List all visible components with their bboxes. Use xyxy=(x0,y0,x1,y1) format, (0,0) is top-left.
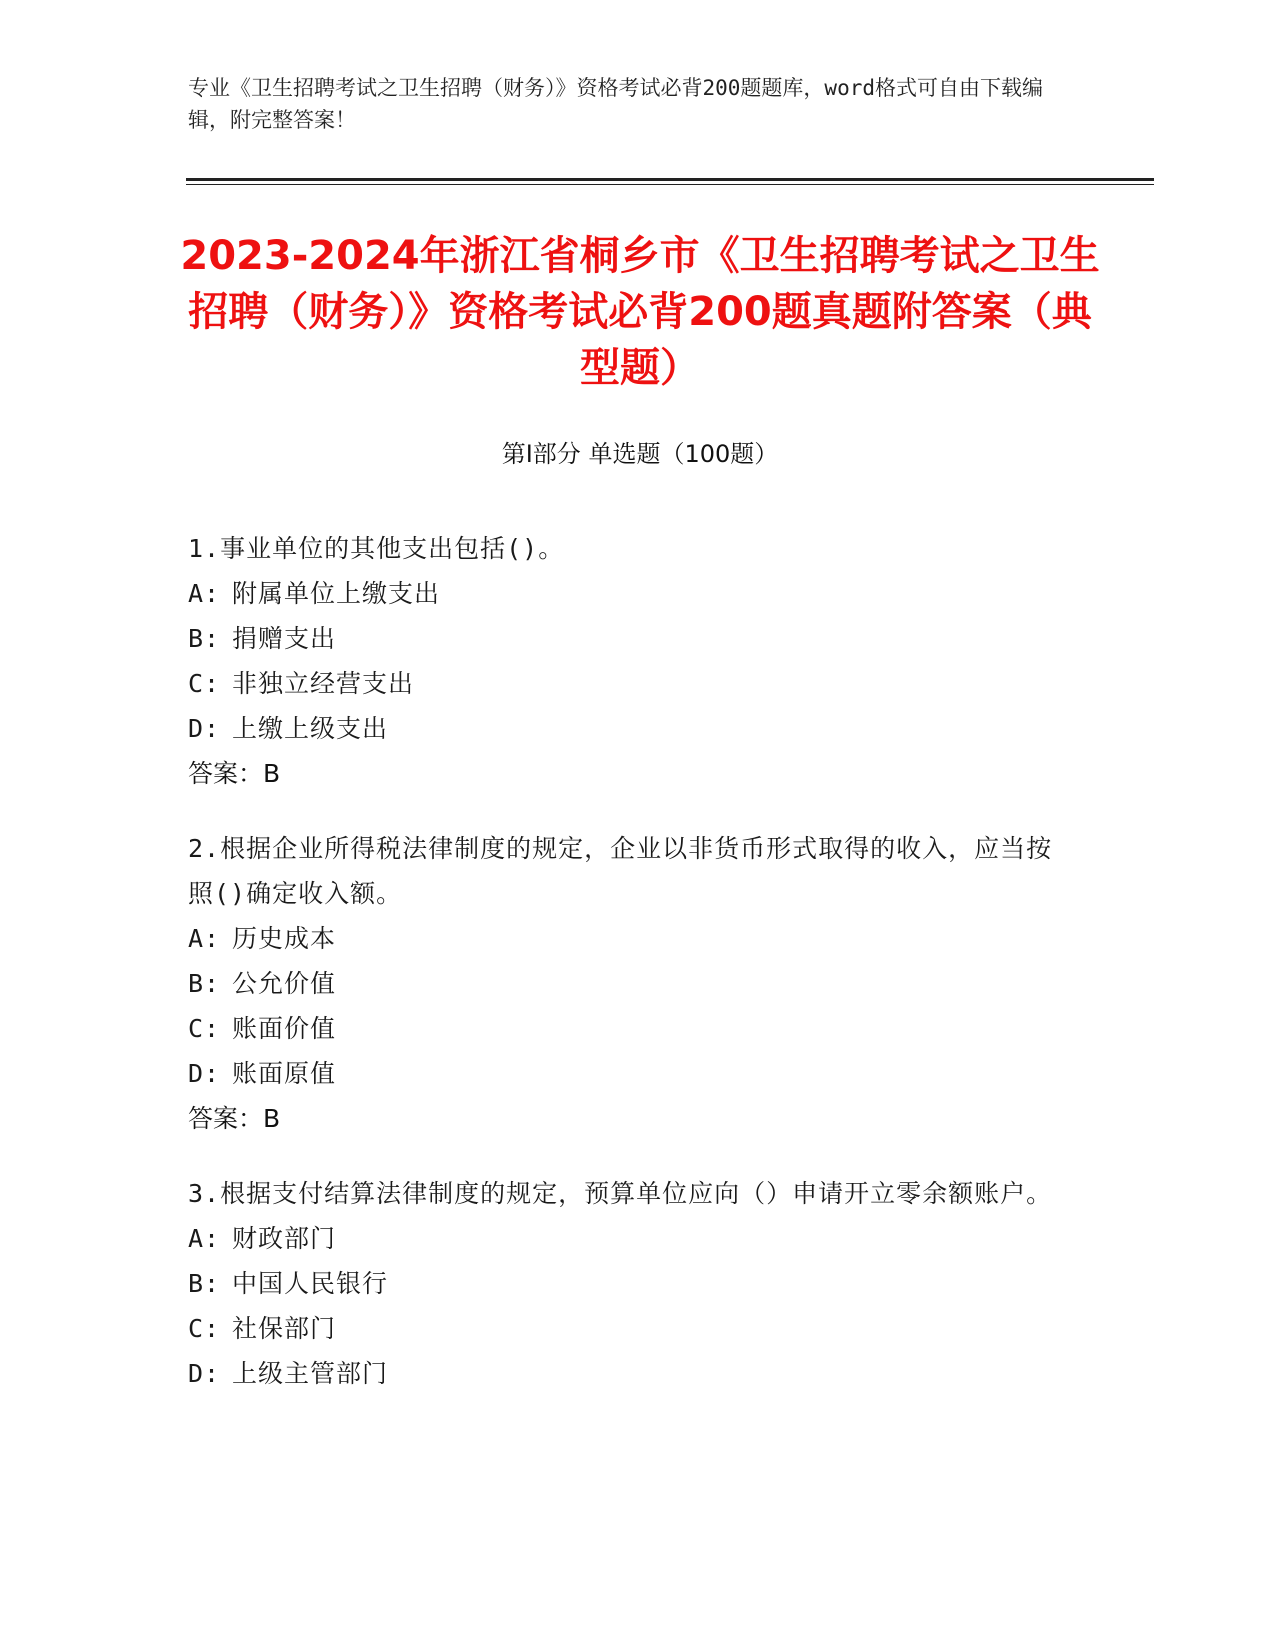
question-2 xyxy=(188,826,1068,1141)
option-d xyxy=(188,706,1068,751)
option-c xyxy=(188,1306,1068,1351)
option-text: 公允价值 xyxy=(232,969,337,998)
option-letter: C: xyxy=(188,1014,221,1043)
option-text: 中国人民银行 xyxy=(232,1269,389,1298)
option-text: 上缴上级支出 xyxy=(232,714,389,743)
option-letter: A: xyxy=(188,1224,221,1253)
answer-line: 答案：B xyxy=(188,1104,281,1133)
option-letter: A: xyxy=(188,924,221,953)
header-divider-thick xyxy=(186,178,1154,181)
option-text: 社保部门 xyxy=(232,1314,337,1343)
option-text: 捐赠支出 xyxy=(232,624,337,653)
option-text: 附属单位上缴支出 xyxy=(232,579,441,608)
header-note: 专业《卫生招聘考试之卫生招聘（财务）》资格考试必背200题题库，word格式可自由下载编辑，附完整答案！ xyxy=(188,76,1043,132)
question-text: 2.根据企业所得税法律制度的规定，企业以非货币形式取得的收入，应当按照()确定收入额。 xyxy=(188,834,1053,908)
option-letter: B: xyxy=(188,1269,221,1298)
option-c xyxy=(188,1006,1068,1051)
option-text: 财政部门 xyxy=(232,1224,337,1253)
option-letter: A: xyxy=(188,579,221,608)
option-letter: C: xyxy=(188,669,221,698)
option-text: 非独立经营支出 xyxy=(232,669,415,698)
option-b xyxy=(188,961,1068,1006)
option-b xyxy=(188,1261,1068,1306)
option-a xyxy=(188,916,1068,961)
header-divider-thin xyxy=(186,184,1154,185)
option-b xyxy=(188,616,1068,661)
option-text: 账面价值 xyxy=(232,1014,337,1043)
option-a xyxy=(188,571,1068,616)
document-title: 2023-2024年浙江省桐乡市《卫生招聘考试之卫生招聘（财务）》资格考试必背200题真题附答案（典型题） xyxy=(180,233,1100,391)
section-heading: 第Ⅰ部分 单选题（100题） xyxy=(501,440,779,468)
option-d xyxy=(188,1351,1068,1396)
option-letter: D: xyxy=(188,714,221,743)
question-text: 1.事业单位的其他支出包括()。 xyxy=(188,534,565,563)
question-text: 3.根据支付结算法律制度的规定，预算单位应向（）申请开立零余额账户。 xyxy=(188,1179,1053,1208)
option-a xyxy=(188,1216,1068,1261)
option-letter: C: xyxy=(188,1314,221,1343)
option-text: 历史成本 xyxy=(232,924,337,953)
question-list xyxy=(188,526,1068,1426)
option-letter: D: xyxy=(188,1059,221,1088)
option-text: 账面原值 xyxy=(232,1059,337,1088)
question-1 xyxy=(188,526,1068,796)
option-d xyxy=(188,1051,1068,1096)
option-text: 上级主管部门 xyxy=(232,1359,389,1388)
answer-line: 答案：B xyxy=(188,759,281,788)
option-letter: D: xyxy=(188,1359,221,1388)
question-3 xyxy=(188,1171,1068,1396)
option-letter: B: xyxy=(188,624,221,653)
option-c xyxy=(188,661,1068,706)
option-letter: B: xyxy=(188,969,221,998)
